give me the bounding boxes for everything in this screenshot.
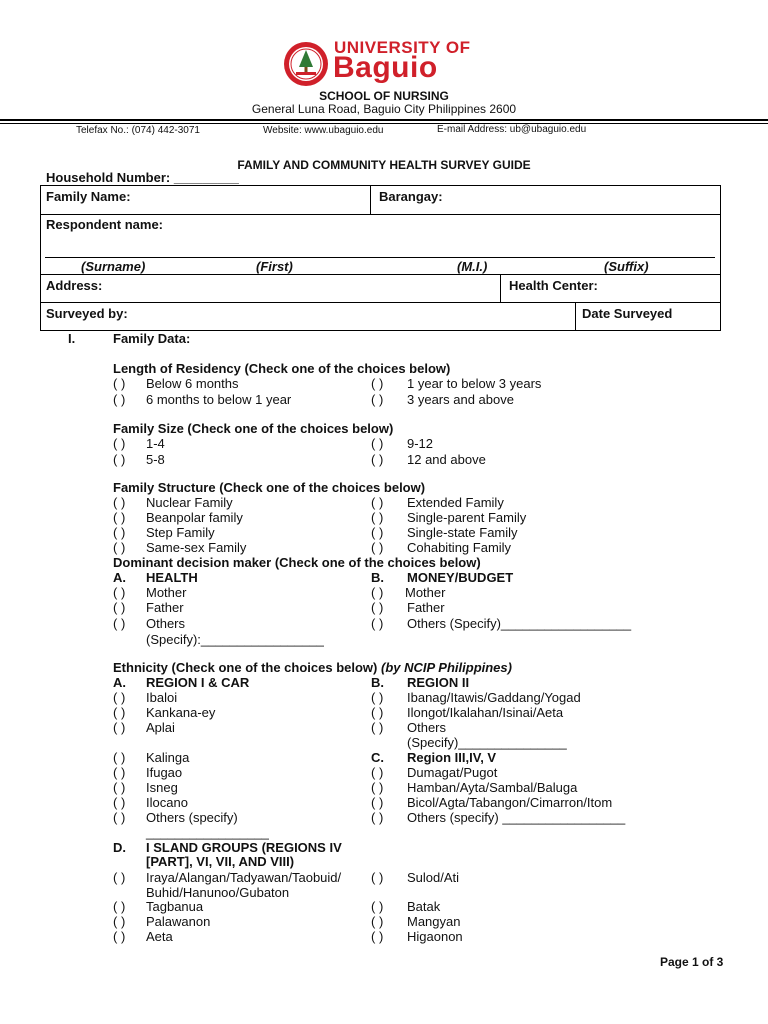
checkbox[interactable]: ( ) bbox=[113, 452, 126, 467]
option-label: Single-parent Family bbox=[407, 510, 527, 525]
option-label: Kalinga bbox=[146, 750, 190, 765]
option-label: Batak bbox=[407, 899, 441, 914]
surveyed-by-field[interactable] bbox=[40, 302, 576, 331]
option-label: Mangyan bbox=[407, 914, 461, 929]
group-title: [PART], VI, VII, AND VIII) bbox=[146, 854, 295, 869]
surveyed-by-label: Surveyed by: bbox=[46, 306, 128, 321]
option-label: Single-state Family bbox=[407, 525, 518, 540]
checkbox[interactable]: ( ) bbox=[371, 870, 384, 885]
option-label: Mother bbox=[146, 585, 187, 600]
checkbox[interactable]: ( ) bbox=[113, 690, 126, 705]
checkbox[interactable]: ( ) bbox=[113, 436, 126, 451]
option-label: Ibanag/Itawis/Gaddang/Yogad bbox=[407, 690, 581, 705]
checkbox[interactable]: ( ) bbox=[113, 870, 126, 885]
option-label: 9-12 bbox=[407, 436, 434, 451]
option-label: Cohabiting Family bbox=[407, 540, 512, 555]
checkbox[interactable]: ( ) bbox=[113, 720, 126, 735]
ethnicity-title-text: Ethnicity (Check one of the choices below) bbox=[113, 660, 378, 675]
group-letter: A. bbox=[113, 570, 126, 585]
page-number: Page 1 of 3 bbox=[660, 955, 724, 969]
checkbox[interactable]: ( ) bbox=[113, 495, 126, 510]
checkbox[interactable]: ( ) bbox=[371, 929, 384, 944]
university-name-line1: UNIVERSITY OF bbox=[334, 38, 471, 57]
family-name-field[interactable] bbox=[40, 185, 371, 215]
header-rule-top bbox=[0, 119, 768, 121]
surname-caption: (Surname) bbox=[81, 259, 146, 274]
suffix-caption: (Suffix) bbox=[604, 259, 649, 274]
ethnicity-title-note: (by NCIP Philippines) bbox=[381, 660, 512, 675]
option-label: Ifugao bbox=[146, 765, 183, 780]
option-label: 12 and above bbox=[407, 452, 486, 467]
group-title: REGION II bbox=[407, 675, 470, 690]
option-label: Sulod/Ati bbox=[407, 870, 460, 885]
option-label: Step Family bbox=[146, 525, 215, 540]
checkbox[interactable]: ( ) bbox=[371, 540, 384, 555]
option-label: Father bbox=[146, 600, 184, 615]
group-title: MONEY/BUDGET bbox=[407, 570, 514, 585]
header-rule-bottom bbox=[0, 123, 768, 124]
option-label: Others bbox=[407, 720, 447, 735]
mi-caption: (M.I.) bbox=[457, 259, 488, 274]
date-surveyed-label: Date Surveyed bbox=[582, 306, 673, 321]
option-label: Kankana-ey bbox=[146, 705, 216, 720]
household-number[interactable]: Household Number: _________ bbox=[46, 170, 239, 185]
telefax: Telefax No.: (074) 442-3071 bbox=[76, 125, 200, 136]
checkbox[interactable]: ( ) bbox=[371, 690, 384, 705]
checkbox[interactable]: ( ) bbox=[113, 795, 126, 810]
checkbox[interactable]: ( ) bbox=[113, 914, 126, 929]
group-title: Region III,IV, V bbox=[407, 750, 497, 765]
option-label: Ilocano bbox=[146, 795, 188, 810]
option-label: Aeta bbox=[146, 929, 173, 944]
option-label: Same-sex Family bbox=[146, 540, 247, 555]
specify-field[interactable]: _________________ bbox=[146, 825, 269, 840]
address-label: Address: bbox=[46, 278, 103, 293]
website: Website: www.ubaguio.edu bbox=[263, 125, 384, 136]
checkbox[interactable]: ( ) bbox=[371, 510, 384, 525]
checkbox[interactable]: ( ) bbox=[113, 510, 126, 525]
option-label: Higaonon bbox=[407, 929, 463, 944]
option-label: 3 years and above bbox=[407, 392, 514, 407]
option-label: Buhid/Hanunoo/Gubaton bbox=[146, 885, 290, 900]
checkbox[interactable]: ( ) bbox=[113, 540, 126, 555]
group-letter: B. bbox=[371, 675, 384, 690]
university-seal-logo bbox=[282, 40, 330, 88]
group-title: I SLAND GROUPS (REGIONS IV bbox=[146, 840, 342, 855]
checkbox[interactable]: ( ) bbox=[113, 899, 126, 914]
barangay-label: Barangay: bbox=[379, 189, 443, 204]
option-label: 6 months to below 1 year bbox=[146, 392, 292, 407]
option-label: Others (specify) bbox=[146, 810, 238, 825]
residency-title: Length of Residency (Check one of the choices below) bbox=[113, 361, 451, 376]
section-title: Family Data: bbox=[113, 331, 191, 346]
checkbox[interactable]: ( ) bbox=[371, 720, 384, 735]
checkbox[interactable]: ( ) bbox=[371, 810, 384, 825]
checkbox[interactable]: ( ) bbox=[113, 780, 126, 795]
group-title: REGION I & CAR bbox=[146, 675, 250, 690]
checkbox[interactable]: ( ) bbox=[113, 392, 126, 407]
health-center-field[interactable] bbox=[500, 274, 721, 303]
checkbox[interactable]: ( ) bbox=[371, 780, 384, 795]
checkbox[interactable]: ( ) bbox=[113, 705, 126, 720]
decision-title: Dominant decision maker (Check one of the choices below) bbox=[113, 555, 481, 570]
checkbox[interactable]: ( ) bbox=[371, 600, 384, 615]
first-caption: (First) bbox=[256, 259, 293, 274]
specify-field[interactable]: (Specify):_________________ bbox=[146, 632, 324, 647]
checkbox[interactable]: ( ) bbox=[371, 452, 384, 467]
checkbox[interactable]: ( ) bbox=[371, 899, 384, 914]
checkbox[interactable]: ( ) bbox=[113, 616, 126, 631]
option-label: Iraya/Alangan/Tadyawan/Taobuid/ bbox=[146, 870, 342, 885]
checkbox[interactable]: ( ) bbox=[113, 750, 126, 765]
checkbox[interactable]: ( ) bbox=[371, 765, 384, 780]
school-address: General Luna Road, Baguio City Philippines 2600 bbox=[251, 102, 517, 116]
form-title: FAMILY AND COMMUNITY HEALTH SURVEY GUIDE bbox=[237, 158, 531, 172]
family-size-title: Family Size (Check one of the choices below) bbox=[113, 421, 394, 436]
checkbox[interactable]: ( ) bbox=[371, 585, 384, 600]
respondent-name-field[interactable] bbox=[40, 214, 721, 275]
respondent-name-label: Respondent name: bbox=[46, 217, 164, 232]
specify-field[interactable]: (Specify)_______________ bbox=[407, 735, 567, 750]
option-label: 1-4 bbox=[146, 436, 165, 451]
group-title: HEALTH bbox=[146, 570, 198, 585]
checkbox[interactable]: ( ) bbox=[371, 376, 384, 391]
option-label: Aplai bbox=[146, 720, 175, 735]
ethnicity-title bbox=[113, 660, 512, 675]
option-label: 5-8 bbox=[146, 452, 165, 467]
checkbox[interactable]: ( ) bbox=[113, 929, 126, 944]
group-letter: D. bbox=[113, 840, 126, 855]
group-letter: B. bbox=[371, 570, 384, 585]
option-label: Ibaloi bbox=[146, 690, 178, 705]
structure-title: Family Structure (Check one of the choices below) bbox=[113, 480, 426, 495]
option-label: Others (Specify)__________________ bbox=[407, 616, 632, 631]
option-label: Bicol/Agta/Tabangon/Cimarron/Itom bbox=[407, 795, 613, 810]
school-name: SCHOOL OF NURSING bbox=[319, 89, 449, 103]
group-letter: C. bbox=[371, 750, 384, 765]
checkbox[interactable]: ( ) bbox=[371, 705, 384, 720]
option-label: Dumagat/Pugot bbox=[407, 765, 498, 780]
option-label: Tagbanua bbox=[146, 899, 204, 914]
option-label: Mother bbox=[405, 585, 446, 600]
checkbox[interactable]: ( ) bbox=[113, 810, 126, 825]
option-label: Others bbox=[146, 616, 186, 631]
option-label: Father bbox=[407, 600, 445, 615]
checkbox[interactable]: ( ) bbox=[113, 765, 126, 780]
group-letter: A. bbox=[113, 675, 126, 690]
option-label: Isneg bbox=[146, 780, 178, 795]
checkbox[interactable]: ( ) bbox=[371, 795, 384, 810]
option-label: Hamban/Ayta/Sambal/Baluga bbox=[407, 780, 578, 795]
checkbox[interactable]: ( ) bbox=[113, 600, 126, 615]
option-label: Ilongot/Ikalahan/Isinai/Aeta bbox=[407, 705, 564, 720]
option-label: Nuclear Family bbox=[146, 495, 233, 510]
barangay-field[interactable] bbox=[370, 185, 721, 215]
option-label: Others (specify) _________________ bbox=[407, 810, 626, 825]
checkbox[interactable]: ( ) bbox=[371, 436, 384, 451]
option-label: Palawanon bbox=[146, 914, 211, 929]
checkbox[interactable]: ( ) bbox=[113, 376, 126, 391]
checkbox[interactable]: ( ) bbox=[371, 914, 384, 929]
option-label: Extended Family bbox=[407, 495, 504, 510]
option-label: Below 6 months bbox=[146, 376, 239, 391]
date-surveyed-field[interactable] bbox=[575, 302, 721, 331]
checkbox[interactable]: ( ) bbox=[371, 616, 384, 631]
section-number: I. bbox=[68, 331, 76, 346]
checkbox[interactable]: ( ) bbox=[113, 585, 126, 600]
checkbox[interactable]: ( ) bbox=[113, 525, 126, 540]
university-name-line2: Baguio bbox=[333, 51, 438, 84]
option-label: Beanpolar family bbox=[146, 510, 243, 525]
address-field[interactable] bbox=[40, 274, 501, 303]
respondent-name-line bbox=[45, 257, 715, 258]
checkbox[interactable]: ( ) bbox=[371, 392, 384, 407]
email: E-mail Address: ub@ubaguio.edu bbox=[437, 124, 587, 135]
family-name-label: Family Name: bbox=[46, 189, 131, 204]
checkbox[interactable]: ( ) bbox=[371, 525, 384, 540]
checkbox[interactable]: ( ) bbox=[371, 495, 384, 510]
option-label: 1 year to below 3 years bbox=[407, 376, 542, 391]
health-center-label: Health Center: bbox=[509, 278, 598, 293]
